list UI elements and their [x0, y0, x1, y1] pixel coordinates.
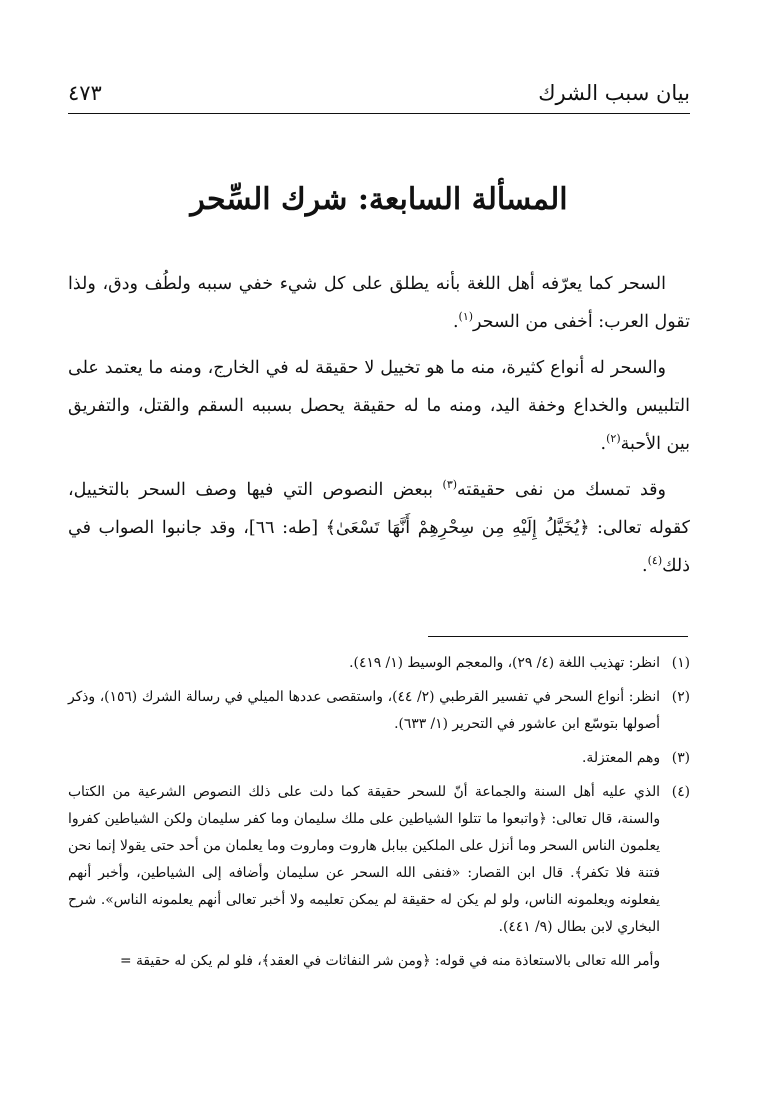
footnote — [68, 745, 690, 772]
footnote-reference: (١) — [458, 310, 474, 324]
footnote-number: (٤) — [671, 784, 690, 800]
paragraph — [68, 349, 690, 463]
main-text — [68, 265, 690, 593]
paragraph — [68, 265, 690, 341]
paragraph — [68, 471, 690, 585]
footnote-number: (٢) — [671, 689, 690, 705]
footnote-reference: (٤) — [647, 554, 663, 568]
footnote — [68, 779, 690, 941]
header-divider — [68, 113, 690, 114]
paragraph-text: ببعض النصوص التي فيها وصف السحر بالتخييل، كقوله تعالى: ﴿يُخَيَّلُ إِلَيْهِ مِن سِحْرِهِمْ أَنَّهَا تَسْعَىٰ﴾ [طه: ٦٦]، وقد جانبوا الصواب في ذلك — [68, 480, 690, 576]
paragraph-tail: . — [642, 556, 648, 576]
footnote-text: وأمر الله تعالى بالاستعاذة منه في قوله: ﴿ومن شر النفاثات في العقد﴾، فلو لم يكن له حقيقة = — [120, 953, 660, 969]
paragraph-tail: . — [452, 312, 459, 332]
paragraph-tail: . — [600, 434, 607, 454]
paragraph-text: وقد تمسك من نفى حقيقته — [457, 480, 667, 500]
paragraph-text: السحر كما يعرّفه أهل اللغة بأنه يطلق على كل شيء خفي سببه ولطُف ودق، ولذا تقول العرب: أخفى من السحر — [68, 274, 690, 332]
footnote-text: انظر: أنواع السحر في تفسير القرطبي (٢/ ٤٤)، واستقصى عددها الميلي في رسالة الشرك (١٥٦)، وذكر أصولها بتوسّع ابن عاشور في التحرير (١/ ٦٣٣). — [68, 689, 660, 732]
footnote-text: وهم المعتزلة. — [582, 750, 660, 766]
footnotes — [68, 650, 690, 982]
footnote — [68, 650, 690, 677]
section-title: المسألة السابعة: شرك السِّحر — [190, 182, 568, 217]
running-header — [68, 78, 690, 108]
paragraph-text: والسحر له أنواع كثيرة، منه ما هو تخييل لا حقيقة له في الخارج، ومنه ما يعتمد على التلبيس والخداع وخفة اليد، ومنه ما له حقيقة يحصل بسببه السقم والقتل، والتفريق بين الأحبة — [68, 358, 690, 454]
footnote-text: انظر: تهذيب اللغة (٤/ ٢٩)، والمعجم الوسيط (١/ ٤١٩). — [349, 655, 660, 671]
footnote-reference: (٢) — [606, 432, 621, 446]
footnote-number: (١) — [671, 655, 690, 671]
footnote-divider — [428, 636, 688, 637]
footnote-number: (٣) — [671, 750, 690, 766]
chapter-title: بيان سبب الشرك — [538, 81, 690, 105]
footnote — [68, 684, 690, 738]
footnote-reference: (٣) — [442, 478, 458, 492]
footnote-continuation — [68, 948, 690, 975]
footnote-text: الذي عليه أهل السنة والجماعة أنّ للسحر حقيقة كما دلت على ذلك النصوص الشرعية من الكتاب والسنة، قال تعالى: ﴿واتبعوا ما تتلوا الشياطين على ملك سليمان وما كفر سليمان ولكن الشياطين كفروا يعلمون الناس السحر وما أنزل على الملكين ببابل هاروت وماروت وما يعلمان من أحد حتى يقولا إنما نحن فتنة فلا تكفر﴾. قال ابن القصار: «فنفى الله السحر عن سليمان وأضافه إلى الشياطين، وأخبر أنهم يفعلونه ويعلمونه الناس، ولو لم يكن له حقيقة لم يمكن تعليمه ولا أخبر تعالى أنهم يعلمونه الناس». شرح البخاري لابن بطال (٩/ ٤٤١). — [68, 784, 660, 935]
page-number: ٤٧٣ — [68, 81, 102, 105]
